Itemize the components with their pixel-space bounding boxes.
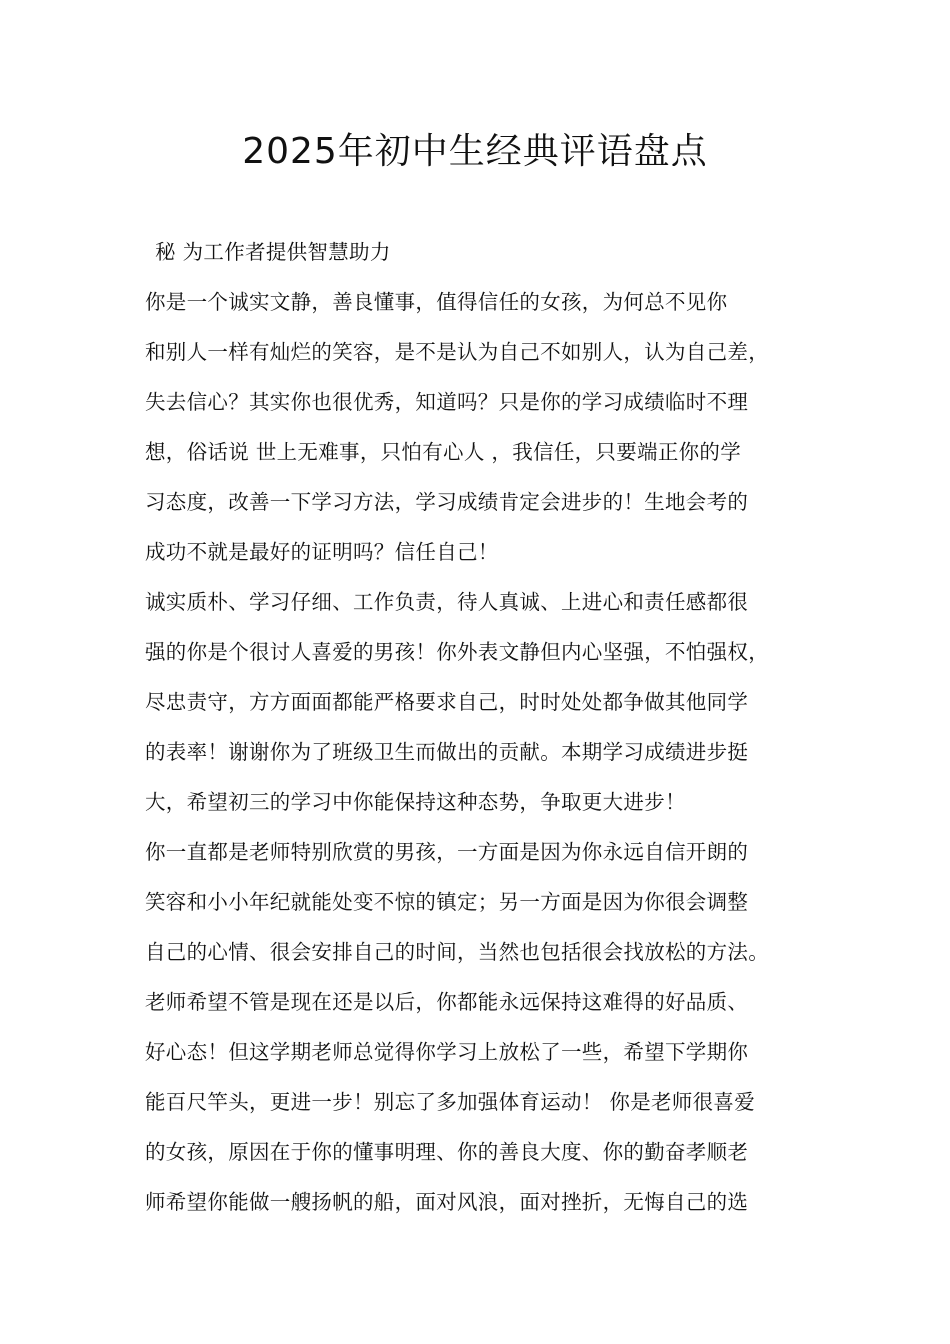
paragraph-line: 老师希望不管是现在还是以后，你都能永远保持这难得的好品质、 [145,990,749,1014]
paragraph-line: 的女孩，原因在于你的懂事明理、你的善良大度、你的勤奋孝顺老 [145,1140,749,1164]
paragraph-line: 自己的心情、很会安排自己的时间，当然也包括很会找放松的方法。 [145,940,769,964]
paragraph-line: 好心态！但这学期老师总觉得你学习上放松了一些，希望下学期你 [145,1040,749,1064]
paragraph-line: 师希望你能做一艘扬帆的船，面对风浪，面对挫折，无悔自己的选 [145,1190,749,1214]
document-title: 2025年初中生经典评语盘点 [242,131,708,172]
paragraph-line: 你是一个诚实文静，善良懂事，值得信任的女孩，为何总不见你 [145,290,728,314]
document-subtitle: 秘 为工作者提供智慧助力 [155,240,391,264]
paragraph-line: 你一直都是老师特别欣赏的男孩，一方面是因为你永远自信开朗的 [145,840,749,864]
paragraph-line: 的表率！谢谢你为了班级卫生而做出的贡献。本期学习成绩进步挺 [145,740,749,764]
paragraph-line: 强的你是个很讨人喜爱的男孩！你外表文静但内心坚强，不怕强权， [145,640,769,664]
paragraph-line: 失去信心？其实你也很优秀，知道吗？只是你的学习成绩临时不理 [145,390,749,414]
paragraph-line: 大，希望初三的学习中你能保持这种态势，争取更大进步！ [145,790,686,814]
paragraph-line: 诚实质朴、学习仔细、工作负责，待人真诚、上进心和责任感都很 [145,590,749,614]
paragraph-line: 尽忠责守，方方面面都能严格要求自己，时时处处都争做其他同学 [145,690,749,714]
paragraph-line: 笑容和小小年纪就能处变不惊的镇定；另一方面是因为你很会调整 [145,890,749,914]
paragraph-line: 成功不就是最好的证明吗？信任自己！ [145,540,499,564]
paragraph-line: 能百尺竿头，更进一步！别忘了多加强体育运动！ 你是老师很喜爱 [145,1090,756,1114]
paragraph-line: 和别人一样有灿烂的笑容，是不是认为自己不如别人，认为自己差， [145,340,769,364]
paragraph-line: 习态度，改善一下学习方法，学习成绩肯定会进步的！生地会考的 [145,490,749,514]
paragraph-line: 想，俗话说 世上无难事，只怕有心人 ，我信任，只要端正你的学 [145,440,742,464]
